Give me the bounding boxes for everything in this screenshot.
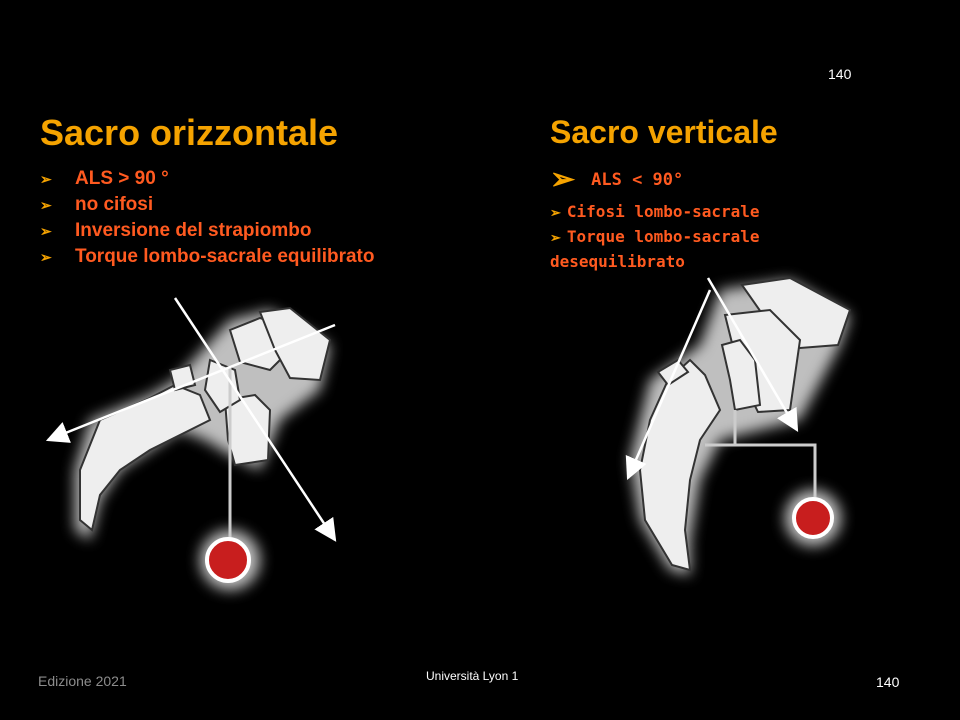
slide-number-top: 140	[828, 66, 852, 82]
vertical-sacrum-diagram	[628, 278, 850, 575]
right-title: Sacro verticale	[550, 114, 778, 150]
arrowhead-bullet-icon: ➢	[550, 205, 561, 220]
left-bullet-item: ➢ Inversione del strapiombo	[40, 218, 400, 244]
arrowhead-bullet-icon: ➢	[550, 230, 561, 245]
footer-page-number: 140	[876, 674, 900, 690]
plumb-weight-left	[207, 539, 249, 581]
arrowhead-bullet-icon: ➢	[550, 163, 576, 196]
arrowhead-bullet-icon: ➢	[40, 249, 52, 265]
right-bullet-main: ➢ ALS < 90°	[550, 163, 684, 196]
left-bullet-list	[40, 166, 400, 270]
arrowhead-bullet-icon: ➢	[40, 171, 52, 187]
plumb-weight-right	[794, 499, 832, 537]
footer-edition: Edizione 2021	[38, 673, 127, 689]
left-bullet-item: ➢ Torque lombo-sacrale equilibrato	[40, 244, 400, 270]
left-bullet-item: ➢ no cifosi	[40, 192, 400, 218]
right-bullet-item: ➢ Cifosi lombo-sacrale	[550, 202, 760, 221]
horizontal-sacrum-diagram	[48, 298, 335, 590]
right-bullet-block	[550, 160, 870, 274]
left-title: Sacro orizzontale	[40, 112, 339, 153]
footer-university: Università Lyon 1	[426, 669, 519, 683]
right-bullet-tail: desequilibrato	[550, 252, 685, 271]
arrowhead-bullet-icon: ➢	[40, 197, 52, 213]
right-bullet-item: ➢ Torque lombo-sacrale	[550, 227, 760, 246]
left-bullet-item: ➢ ALS > 90 °	[40, 166, 400, 192]
arrowhead-bullet-icon: ➢	[40, 223, 52, 239]
